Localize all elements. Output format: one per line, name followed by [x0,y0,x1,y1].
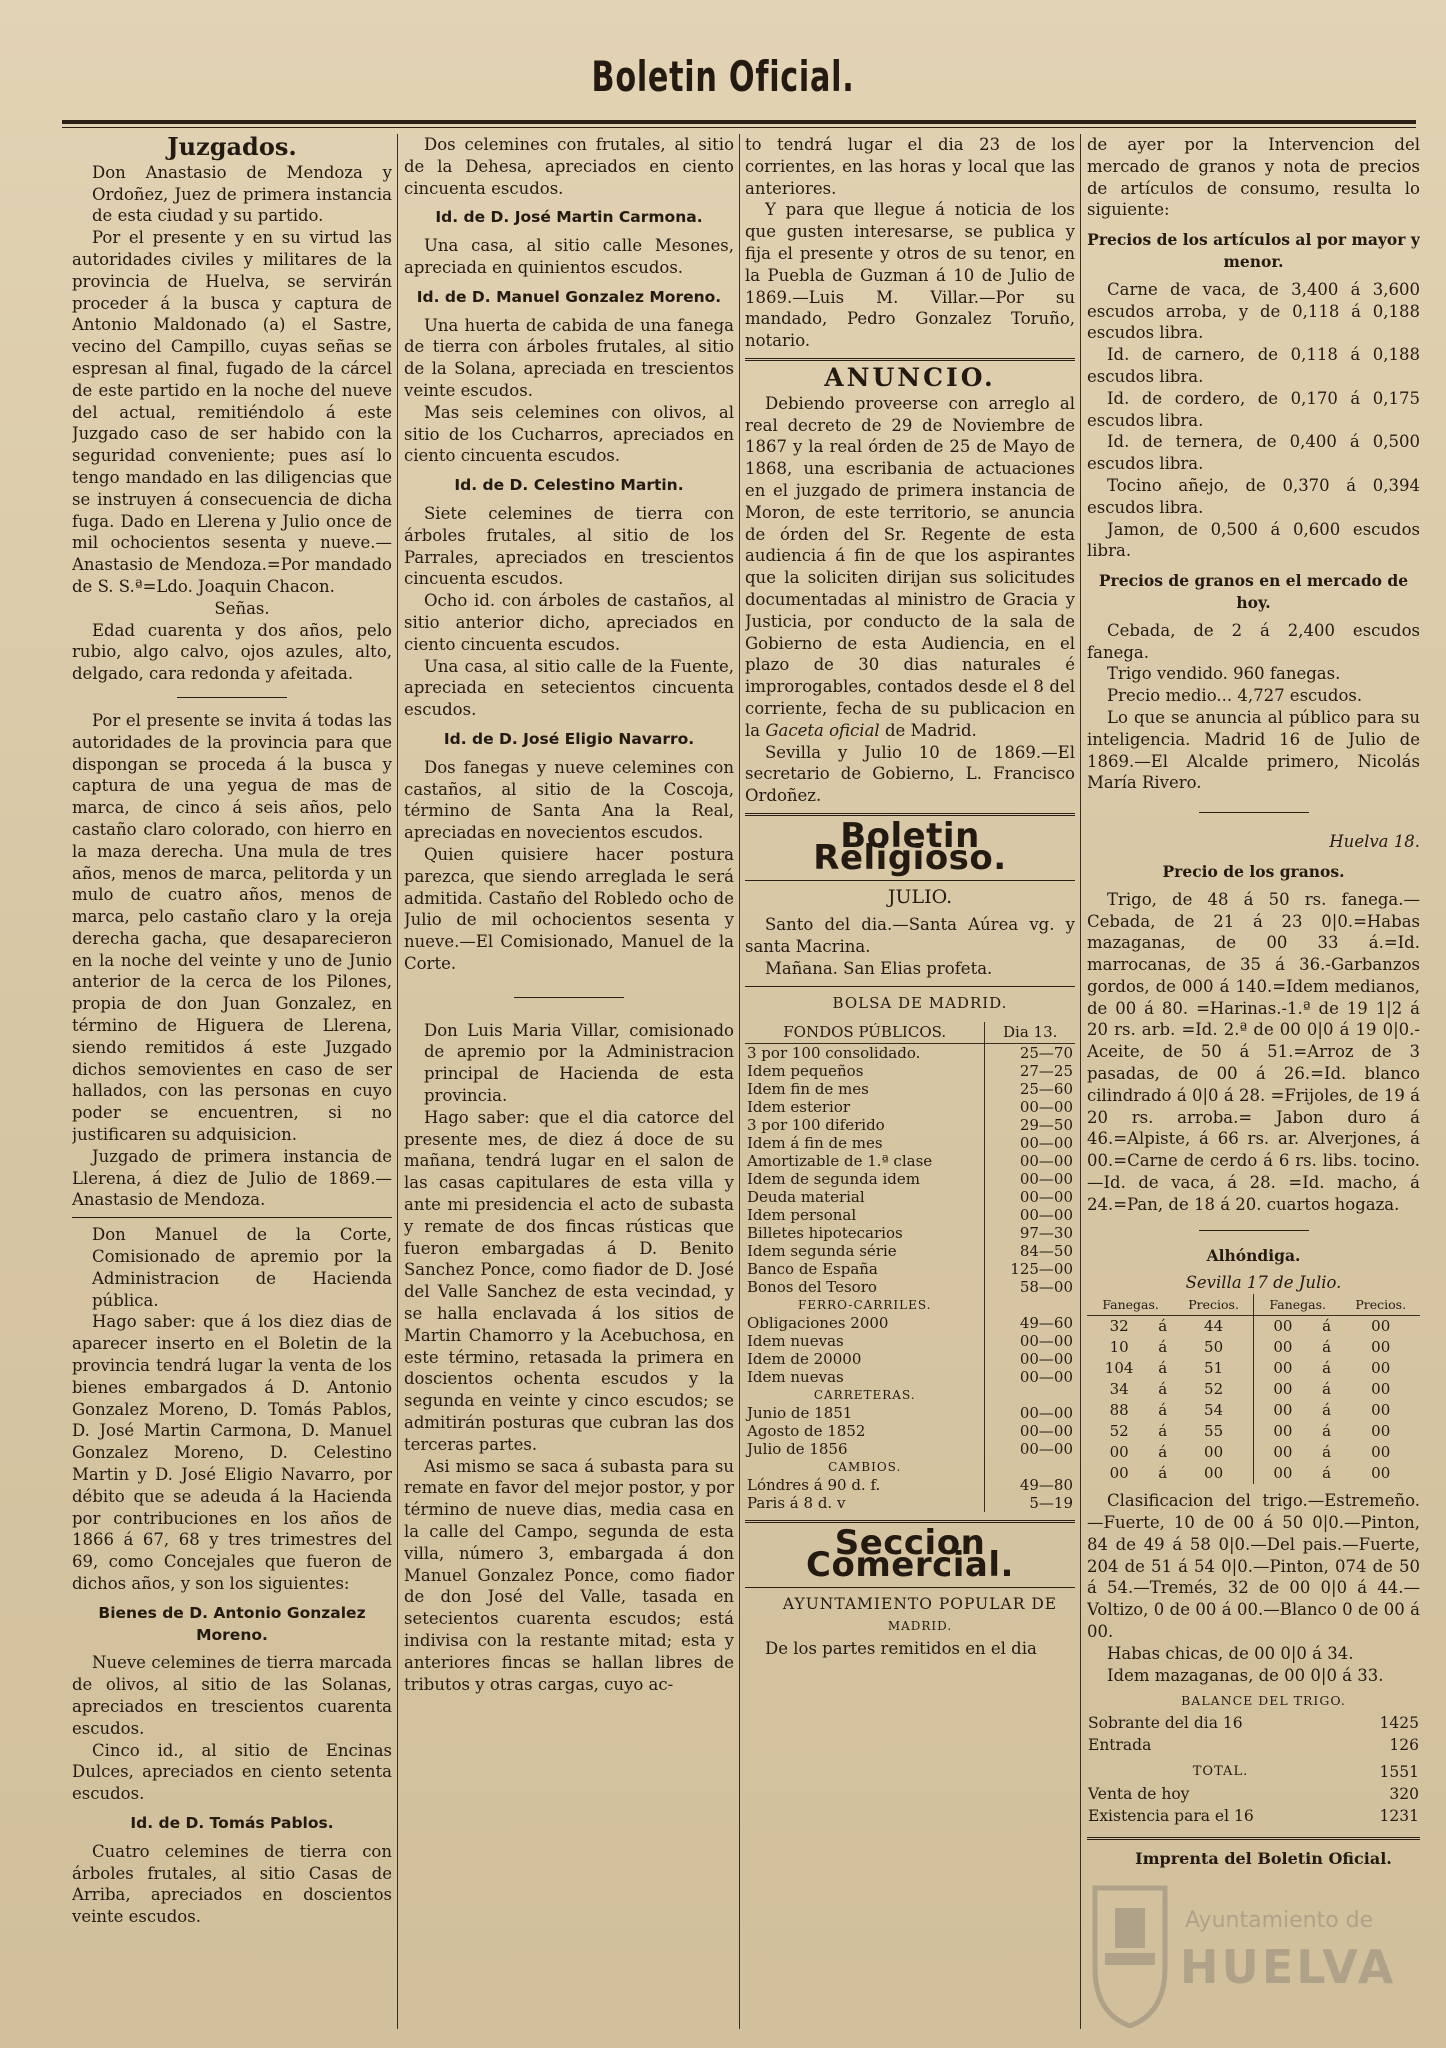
bolsa-value: 00—00 [985,1206,1075,1224]
goods-item: Cuatro celemines de tierra con árboles frutales, al sitio Casas de Arriba, apreciados en doscientos veinte escudos. [72,1841,392,1927]
bolsa-table [745,1022,1075,1512]
bolsa-value: 5—19 [985,1494,1075,1512]
alhondiga-heading: Alhóndiga. [1206,1245,1301,1265]
bolsa-value: 00—00 [985,1422,1075,1440]
trigo-vendido: Trigo vendido. 960 fanegas. [1107,664,1341,684]
sevilla-dateline: Sevilla 17 de Julio. [1185,1273,1342,1293]
bolsa-label: Bonos del Tesoro [747,1278,877,1297]
grain-cell: 88 [1109,1401,1129,1420]
separator [1199,1230,1309,1231]
edict-body: Por el presente se invita á todas las autoridades de la provincia para que dispongan se proceda á la busca y captura de una yegua de mas de marca, de cinco á seis años, pelo castaño claro colorado, con hierro en la maza derecha. Una mula de tres años, menos de marca, pelitorda y un mulo de cuatro años, menos de marca, pelo castaño claro y la oreja derecha gacha, que desaparecieron en la noche del veinte y uno de Junio anterior de la cerca de los Pilones, propia de don Juan Gonzalez, en término de Higuera de Llerena, siendo remitidos á este Juzgado dichos semovientes en caso de ser hallados, con las personas en cuyo poder se encuentren, si no justificaren su adquisicion. [72,710,392,1145]
goods-item: Una casa, al sitio calle Mesones, apreciada en quinientos escudos. [404,236,734,277]
bolsa-subheading: CARRETERAS. [813,1388,916,1403]
goods-heading: Id. de D. Celestino Martin. [454,476,684,495]
grain-cell: á [1322,1422,1332,1441]
goods-heading: Id. de D. Manuel Gonzalez Moreno. [416,287,722,306]
masthead-title: Boletin Oficial. [591,52,855,101]
separator [177,697,287,698]
bolsa-label: Idem de segunda idem [747,1170,920,1189]
bolsa-label: Obligaciones 2000 [747,1314,889,1333]
bolsa-row [745,1224,1075,1242]
grain-cell: 00 [1109,1464,1129,1483]
ayuntamiento-city: MADRID. [887,1618,953,1633]
bolsa-value: 00—00 [985,1098,1075,1116]
anuncio-signature: Sevilla y Julio 10 de 1869.—El secretario de Gobierno, L. Francisco Ordoñez. [745,742,1075,806]
religioso-heading: Boletin Religioso. [813,815,1007,878]
bolsa-value: 58—00 [985,1278,1075,1296]
watermark-line1: Ayuntamiento de [1185,1908,1374,1933]
precio-item: Jamon, de 0,500 á 0,600 escudos libra. [1087,519,1420,561]
grain-cell: á [1322,1338,1332,1357]
grain-cell: 00 [1253,1316,1311,1338]
edict-closing: Juzgado de primera instancia de Llerena, á diez de Julio de 1869.—Anastasio de Mendoza. [72,1146,392,1210]
column-3 [745,134,1075,2034]
grain-cell: 55 [1204,1422,1224,1441]
precios-heading: Precios de los artículos al por mayor y menor. [1087,230,1420,271]
goods-item: Una casa, al sitio calle de la Fuente, apreciada en setecientos cincuenta escudos. [404,656,734,720]
edict-body: to tendrá lugar el dia 23 de los corrientes, en las horas y local que las anteriores. [745,135,1075,198]
anuncio-text: Debiendo proveerse con arreglo al real decreto de 29 de Noviembre de 1867 y la real órden de 25 de Mayo de 1868, una escribania de actuaciones en el juzgado de primera instancia de Moron, de este territorio, se anuncia de órden del Sr. Regente de esta audiencia á fin de que los aspirantes que la soliciten dirijan sus solicitudes documentadas al ministro de Gracia y Justicia, por conducto de la sala de Gobierno de esta Audiencia, en el plazo de 30 dias naturales é improrogables, contados desde el 8 del corriente, fecha de su publicacion en la [745,393,1075,740]
balance-label: Sobrante del dia 16 [1088,1714,1243,1733]
bolsa-row [745,1170,1075,1188]
grain-cell: 51 [1204,1359,1224,1378]
bolsa-value: 25—60 [985,1080,1075,1098]
balance-value: 1425 [1379,1714,1419,1733]
manana: Mañana. San Elias profeta. [765,958,993,978]
precios-list [1087,279,1420,562]
bolsa-value: 49—80 [985,1476,1075,1494]
grain-cell: 00 [1253,1400,1311,1421]
grain-cell: á [1322,1359,1332,1378]
section-heading-juzgados: Juzgados. [167,134,297,161]
grain-col-header: Precios. [1341,1294,1420,1316]
bolsa-row [745,1098,1075,1116]
goods-heading: Id. de D. Tomás Pablos. [130,1813,334,1832]
bolsa-label: Idem esterior [747,1098,851,1117]
bolsa-row [745,1044,1075,1063]
balance-heading: BALANCE DEL TRIGO. [1181,1693,1346,1709]
bolsa-label: Agosto de 1852 [747,1422,866,1441]
column-divider [1080,134,1081,2029]
grain-cell: á [1158,1401,1168,1420]
grain-cell: 44 [1204,1317,1224,1336]
senas-title: Señas. [214,598,270,618]
huelva-granos-heading: Precio de los granos. [1162,861,1345,881]
grain-cell: á [1322,1443,1332,1462]
grain-cell: 00 [1371,1422,1391,1441]
grain-cell: 00 [1371,1317,1391,1336]
total-value: 1551 [1379,1763,1419,1782]
grain-cell: 32 [1109,1317,1129,1336]
clasificacion-trigo: Clasificacion del trigo.—Estremeño.—Fuerte, 10 de 00 á 50 0|0.—Pinton, 84 de 49 á 58 0|0.—Del pais.—Fuerte, 204 de 51 á 54 0|0.—Pinton, 074 de 50 á 54.—Tremés, 32 de 00 0|0 á 44.—Voltizo, 0 de 00 á 00.—Blanco 0 de 00 á 00. [1087,1491,1420,1642]
separator [72,1217,392,1218]
separator [1087,1837,1420,1840]
bolsa-row [745,1134,1075,1152]
habas-chicas: Habas chicas, de 00 0|0 á 34. [1107,1643,1354,1663]
precio-item: Tocino añejo, de 0,370 á 0,394 escudos libra. [1087,475,1420,517]
bolsa-row [745,1242,1075,1260]
bolsa-row [745,1314,1075,1332]
separator [1199,812,1309,813]
imprenta-line: Imprenta del Boletin Oficial. [1135,1849,1392,1869]
precio-item: Id. de cordero, de 0,170 á 0,175 escudos libra. [1087,388,1420,430]
ayuntamiento-body: de ayer por la Intervencion del mercado de granos y nota de precios de artículos de consumo, resulta lo siguiente: [1087,135,1420,220]
column-divider [739,134,740,2029]
grain-col-header: Fanegas. [1087,1294,1174,1316]
bolsa-row [745,1080,1075,1098]
bolsa-cell-empty [985,1386,1075,1404]
goods-item: Ocho id. con árboles de castaños, al sitio anterior dicho, apreciados en ciento cincuenta escudos. [404,591,734,654]
bolsa-label: Idem personal [747,1206,857,1225]
grain-row [1087,1400,1420,1421]
grain-cell: 00 [1109,1443,1129,1462]
balance-value: 126 [1389,1736,1419,1755]
bolsa-label: Idem pequeños [747,1062,864,1081]
bolsa-col-header: Dia 13. [985,1022,1075,1044]
grain-cell: á [1158,1464,1168,1483]
grain-cell: á [1322,1401,1332,1420]
edict-intro: Don Luis Maria Villar, comisionado de apremio por la Administracion principal de Hacienda de esta provincia. [424,1020,734,1106]
precio-medio: Precio medio... 4,727 escudos. [1107,686,1363,706]
grain-cell: 00 [1371,1464,1391,1483]
grain-cell: á [1158,1422,1168,1441]
grain-cell: á [1158,1338,1168,1357]
column-divider [397,134,398,2029]
bolsa-value: 00—00 [985,1170,1075,1188]
bolsa-value: 00—00 [985,1134,1075,1152]
bolsa-cell-empty [985,1458,1075,1476]
balance-table [1087,1712,1420,1827]
bolsa-value: 00—00 [985,1152,1075,1170]
grain-row [1087,1442,1420,1463]
grain-row [1087,1358,1420,1379]
gaceta-name: Gaceta oficial [765,720,880,740]
huelva-granos-body: Trigo, de 48 á 50 rs. fanega.—Cebada, de 21 á 23 0|0.=Habas mazaganas, de 00 33 á.=Id. marrocanas, de 35 á 36.-Garbanzos gordos, de 000 á 140.=Idem medianos, de 00 á 80. =Harinas.-1.ª de 19 1|2 á 20 rs. arb. =Id. 2.ª de 00 0|0 á 19 0|0.-Aceite, de 50 á 51.=Arroz de 3 pasadas, de 00 á 26.=Id. blanco cilindrado á 0|0 á 28. =Frijoles, de 19 á 20 rs. arroba.= Jabon duro á 46.=Alpiste, á 66 rs. ar. Alverjones, á 00.=Carne de cerdo á 6 rs. libs. tocino.—Id. de vaca, á 28. =Id. macho, á 24.=Pan, de 18 á 20. cuartos hogaza. [1087,889,1420,1214]
precio-item: Carne de vaca, de 3,400 á 3,600 escudos arroba, y de 0,118 á 0,188 escudos libra. [1087,279,1420,343]
grain-cell: 00 [1204,1464,1224,1483]
grain-cell: 00 [1371,1359,1391,1378]
huelva-dateline: Huelva 18. [1329,832,1420,852]
grain-cell: 00 [1253,1379,1311,1400]
bolsa-value: 00—00 [985,1350,1075,1368]
bolsa-label: Junio de 1851 [747,1404,853,1423]
anuncio-body [745,393,1075,742]
granos-heading: Precios de granos en el mercado de hoy. [1098,571,1409,612]
watermark-line2: HUELVA [1180,1940,1397,1994]
bolsa-label: Billetes hipotecarios [747,1224,903,1243]
balance-value: 320 [1389,1785,1419,1804]
bolsa-label: Idem de 20000 [747,1350,862,1369]
grain-cell: á [1322,1317,1332,1336]
separator [514,997,624,998]
bolsa-value: 29—50 [985,1116,1075,1134]
edict-body: Asi mismo se saca á subasta para su remate en favor del mejor postor, y por término de nueve dias, media casa en la calle del Campo, segunda de esta villa, número 3, embargada á don Manuel Gonzalez Ponce, como fiador de don José del Valle, tasada en setecientos cuarenta escudos; está indivisa con la restante mitad; esta y anteriores fincas se hallan libres de tributos y otras cargas, cuyo ac- [404,1456,734,1694]
bolsa-subheading-row [745,1386,1075,1404]
bolsa-row [745,1350,1075,1368]
goods-item: Nueve celemines de tierra marcada de olivos, al sitio de las Solanas, apreciados en trescientos cuarenta escudos. [72,1653,392,1738]
balance-row [1087,1783,1420,1805]
bolsa-subheading-row [745,1458,1075,1476]
balance-row [1087,1805,1420,1827]
bolsa-label: Banco de España [747,1260,878,1279]
balance-value: 1231 [1379,1807,1419,1826]
bolsa-row [745,1404,1075,1422]
bolsa-value: 49—60 [985,1314,1075,1332]
grain-cell: á [1158,1380,1168,1399]
bolsa-value: 00—00 [985,1404,1075,1422]
separator [745,1587,1075,1588]
habas-mazaganas: Idem mazaganas, de 00 0|0 á 33. [1107,1665,1384,1685]
grain-cell: 00 [1253,1337,1311,1358]
bolsa-row [745,1278,1075,1296]
column-4 [1087,134,1420,2034]
edict-body: Por el presente y en su virtud las autoridades civiles y militares de la provincia de Huelva, se servirán proceder á la busca y captura de Antonio Maldonado (a) el Sastre, vecino del Campillo, cuyas señas se espresan al final, fugado de la cárcel de este partido en la noche del nueve del actual, remitiéndolo á este Juzgado caso de ser habido con la seguridad conveniente; pues así lo tengo mandado en las diligencias que se instruyen á consecuencia de dicha fuga. Dado en Llerena y Julio once de mil ochocientos sesenta y nueve.—Anastasio de Mendoza.=Por mandado de S. S.ª=Ldo. Joaquin Chacon. [72,228,392,596]
grain-cell: 00 [1253,1358,1311,1379]
bolsa-value: 00—00 [985,1440,1075,1458]
grain-col-header: Precios. [1174,1294,1253,1316]
ayuntamiento-heading: AYUNTAMIENTO POPULAR DE [782,1595,1058,1614]
goods-item: Dos fanegas y nueve celemines con castaños, al sitio de la Coscoja, término de Santa Ana la Real, apreciadas en novecientos escudos. [404,757,734,843]
balance-row [1087,1734,1420,1756]
grain-cell: á [1158,1359,1168,1378]
bolsa-row [745,1062,1075,1080]
balance-label: Venta de hoy [1088,1785,1190,1804]
edict-intro: Don Anastasio de Mendoza y Ordoñez, Juez de primera instancia de esta ciudad y su partido. [92,162,392,226]
anuncio-heading: ANUNCIO. [824,362,996,392]
grain-cell: 00 [1253,1421,1311,1442]
edict-body: Hago saber: que á los diez dias de aparecer inserto en el Boletin de la provincia tendrá lugar la venta de los bienes embargados á D. Antonio Gonzalez Moreno, D. Tomás Pablos, D. José Martin Carmona, D. Manuel Gonzalez Moreno, D. Celestino Martin y D. José Eligio Navarro, por débito que se adeuda á la Hacienda por contribuciones en los años de 1866 á 67, 68 y tres trimestres del 69, como Concejales que fueron de dichos años, y son los siguientes: [72,1312,392,1593]
grain-cell: 00 [1253,1463,1311,1484]
goods-item: Mas seis celemines con olivos, al sitio de los Cucharros, apreciados en ciento cincuenta escudos. [404,402,734,466]
anuncio-text-end: de Madrid. [884,720,977,740]
bolsa-label: Idem nuevas [747,1368,844,1387]
separator [745,880,1075,881]
grain-cell: 52 [1109,1422,1129,1441]
bolsa-subheading: FERRO-CARRILES. [797,1298,932,1313]
bolsa-row [745,1206,1075,1224]
bolsa-row [745,1116,1075,1134]
total-label: TOTAL. [1192,1764,1249,1780]
bolsa-value: 00—00 [985,1368,1075,1386]
bolsa-label: 3 por 100 consolidado. [747,1044,921,1063]
grain-cell: 00 [1371,1338,1391,1357]
bolsa-value: 125—00 [985,1260,1075,1278]
grain-cell: 104 [1104,1359,1134,1378]
precio-item: Id. de carnero, de 0,118 á 0,188 escudos libra. [1087,345,1420,386]
bolsa-row [745,1494,1075,1512]
bolsa-row [745,1188,1075,1206]
column-2 [404,134,734,2034]
bolsa-row [745,1368,1075,1386]
bolsa-subheading-row [745,1296,1075,1314]
edict-closing: Quien quisiere hacer postura parezca, que siendo arreglada le será admitida. Castaño del Robledo ocho de Julio de mil ochocientos sesenta y nueve.—El Comisionado, Manuel de la Corte. [404,844,734,973]
bolsa-label: Paris á 8 d. v [747,1494,846,1513]
grain-cell: 00 [1204,1443,1224,1462]
grain-cell: á [1322,1464,1332,1483]
grain-row [1087,1337,1420,1358]
grain-cell: 54 [1204,1401,1224,1420]
bolsa-row [745,1332,1075,1350]
grain-cell: 00 [1253,1442,1311,1463]
bolsa-row [745,1440,1075,1458]
bolsa-row [745,1260,1075,1278]
grain-row [1087,1421,1420,1442]
bolsa-row [745,1422,1075,1440]
balance-total-row [1087,1756,1420,1783]
goods-item: Siete celemines de tierra con árboles frutales, al sitio de los Parrales, apreciados en trescientos cincuenta escudos. [404,503,734,589]
month-heading: JULIO. [887,885,953,908]
bolsa-value: 00—00 [985,1188,1075,1206]
grain-cell: 10 [1109,1338,1129,1357]
balance-label: Entrada [1088,1736,1152,1755]
santo-del-dia: Santo del dia.—Santa Aúrea vg. y santa Macrina. [745,915,1075,957]
bolsa-value: 25—70 [985,1044,1075,1063]
goods-item: Dos celemines con frutales, al sitio de la Dehesa, apreciados en ciento cincuenta escudos. [404,135,734,198]
grain-cell: 50 [1204,1338,1224,1357]
grain-cell: 00 [1371,1380,1391,1399]
bolsa-label: Idem segunda série [747,1242,897,1261]
bolsa-label: Julio de 1856 [747,1440,848,1459]
grain-cell: 00 [1371,1443,1391,1462]
separator [745,986,1075,987]
goods-heading: Bienes de D. Antonio Gonzalez Moreno. [98,1603,366,1644]
grain-cell: 52 [1204,1380,1224,1399]
precio-item: Id. de ternera, de 0,400 á 0,500 escudos libra. [1087,432,1420,474]
bolsa-label: Lóndres á 90 d. f. [747,1476,881,1495]
goods-item: Cinco id., al sitio de Encinas Dulces, apreciados en ciento setenta escudos. [72,1740,392,1804]
balance-label: Existencia para el 16 [1088,1807,1254,1826]
bolsa-row [745,1476,1075,1494]
balance-rows [1087,1783,1420,1827]
bolsa-row [745,1152,1075,1170]
bolsa-label: Idem nuevas [747,1332,844,1351]
cebada-price: Cebada, de 2 á 2,400 escudos fanega. [1087,620,1420,662]
balance-row [1087,1712,1420,1734]
grain-cell: 34 [1109,1380,1129,1399]
grain-col-header: Fanegas. [1253,1294,1341,1316]
grain-cell: á [1158,1443,1168,1462]
bolsa-value: 27—25 [985,1062,1075,1080]
comercial-heading: Seccion Comercial. [806,1523,1014,1586]
balance-rows [1087,1712,1420,1756]
bolsa-subheading: CAMBIOS. [828,1460,902,1475]
column-1 [72,134,392,2034]
ayuntamiento-body: De los partes remitidos en el dia [765,1638,1037,1658]
bolsa-table-body [745,1044,1075,1513]
bolsa-col-header: FONDOS PÚBLICOS. [745,1022,985,1044]
bolsa-label: 3 por 100 diferido [747,1116,885,1135]
alhondiga-table-body [1087,1316,1420,1485]
edict-body: Hago saber: que el dia catorce del presente mes, de diez á doce de su mañana, tendrá lugar en el salon de las casas capitulares de esta villa y ante mi presidencia el acto de subasta y remate de dos fincas rústicas que fueron embargadas á D. Benito Sanchez Ponce, como fiador de D. José del Valle Sanchez de esta vecindad, y se halla enclavada á los sitios de Martin Chamorro y la Acebuchosa, en este término, retasada la primera en doscientos ochenta escudos y la segunda en veinte y cinco escudos; se admitirán posturas que cubran las dos terceras partes. [404,1107,734,1454]
bolsa-value: 84—50 [985,1242,1075,1260]
anuncia-text: Lo que se anuncia al público para su inteligencia. Madrid 16 de Julio de 1869.—El Alcalde primero, Nicolás María Rivero. [1087,707,1420,793]
grain-row [1087,1316,1420,1338]
bolsa-label: Deuda material [747,1188,865,1207]
bolsa-label: Amortizable de 1.ª clase [747,1152,933,1171]
grain-row [1087,1379,1420,1400]
grain-cell: á [1322,1380,1332,1399]
grain-cell: 00 [1371,1401,1391,1420]
goods-heading: Id. de D. José Martin Carmona. [435,208,703,227]
goods-heading: Id. de D. José Eligio Navarro. [443,729,695,748]
bolsa-value: 97—30 [985,1224,1075,1242]
masthead-rule [62,120,1416,124]
bolsa-value: 00—00 [985,1332,1075,1350]
grain-row [1087,1463,1420,1484]
bolsa-cell-empty [985,1296,1075,1314]
edict-body: Y para que llegue á noticia de los que gusten interesarse, se publica y fija el presente y otros de su tenor, en la Puebla de Guzman á 10 de Julio de 1869.—Luis M. Villar.—Por su mandado, Pedro Gonzalez Toruño, notario. [745,200,1075,351]
separator [745,358,1075,361]
goods-item: Una huerta de cabida de una fanega de tierra con árboles frutales, al sitio de la Solana, apreciada en trescientos veinte escudos. [404,315,734,400]
alhondiga-table [1087,1294,1420,1484]
masthead-rule-thin [62,127,1416,128]
bolsa-heading: BOLSA DE MADRID. [832,993,1008,1012]
bolsa-label: Idem fin de mes [747,1080,869,1099]
grain-cell: á [1158,1317,1168,1336]
bolsa-label: Idem á fin de mes [747,1134,883,1153]
senas-text: Edad cuarenta y dos años, pelo rubio, algo calvo, ojos azules, alto, delgado, cara redonda y afeitada. [72,620,392,684]
edict-intro: Don Manuel de la Corte, Comisionado de apremio por la Administracion de Hacienda pública. [92,1225,392,1310]
